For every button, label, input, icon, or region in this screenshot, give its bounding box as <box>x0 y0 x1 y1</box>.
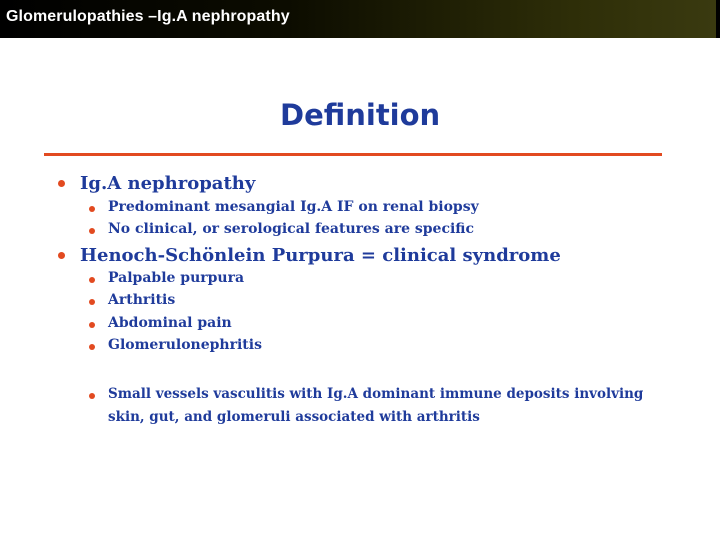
bullet-item-hsp: Henoch-Schönlein Purpura = clinical syndrome <box>80 245 561 266</box>
sub-bullet-icon <box>89 344 95 350</box>
sub-item: No clinical, or serological features are specific <box>108 221 475 237</box>
sub-item: Abdominal pain <box>108 315 232 331</box>
title-bar <box>0 0 720 38</box>
slide-title: Glomerulopathies –Ig.A nephropathy <box>6 8 290 25</box>
bullet-icon <box>58 180 65 187</box>
sub-bullet-icon <box>89 277 95 283</box>
bullet-item-iga-nephropathy: Ig.A nephropathy <box>80 173 256 194</box>
sub-bullet-icon <box>89 299 95 305</box>
note-line-2: skin, gut, and glomeruli associated with arthritis <box>108 409 480 425</box>
sub-item: Arthritis <box>108 292 176 308</box>
section-heading: Definition <box>280 98 441 132</box>
sub-bullet-icon <box>89 322 95 328</box>
note-line-1: Small vessels vasculitis with Ig.A dominant immune deposits involving <box>108 386 644 402</box>
bullet-icon <box>58 252 65 259</box>
sub-item: Palpable purpura <box>108 270 245 286</box>
sub-item: Predominant mesangial Ig.A IF on renal biopsy <box>108 199 479 215</box>
sub-bullet-icon <box>89 228 95 234</box>
sub-bullet-icon <box>89 393 95 399</box>
divider-rule <box>44 153 662 156</box>
sub-item: Glomerulonephritis <box>108 337 262 353</box>
sub-bullet-icon <box>89 206 95 212</box>
